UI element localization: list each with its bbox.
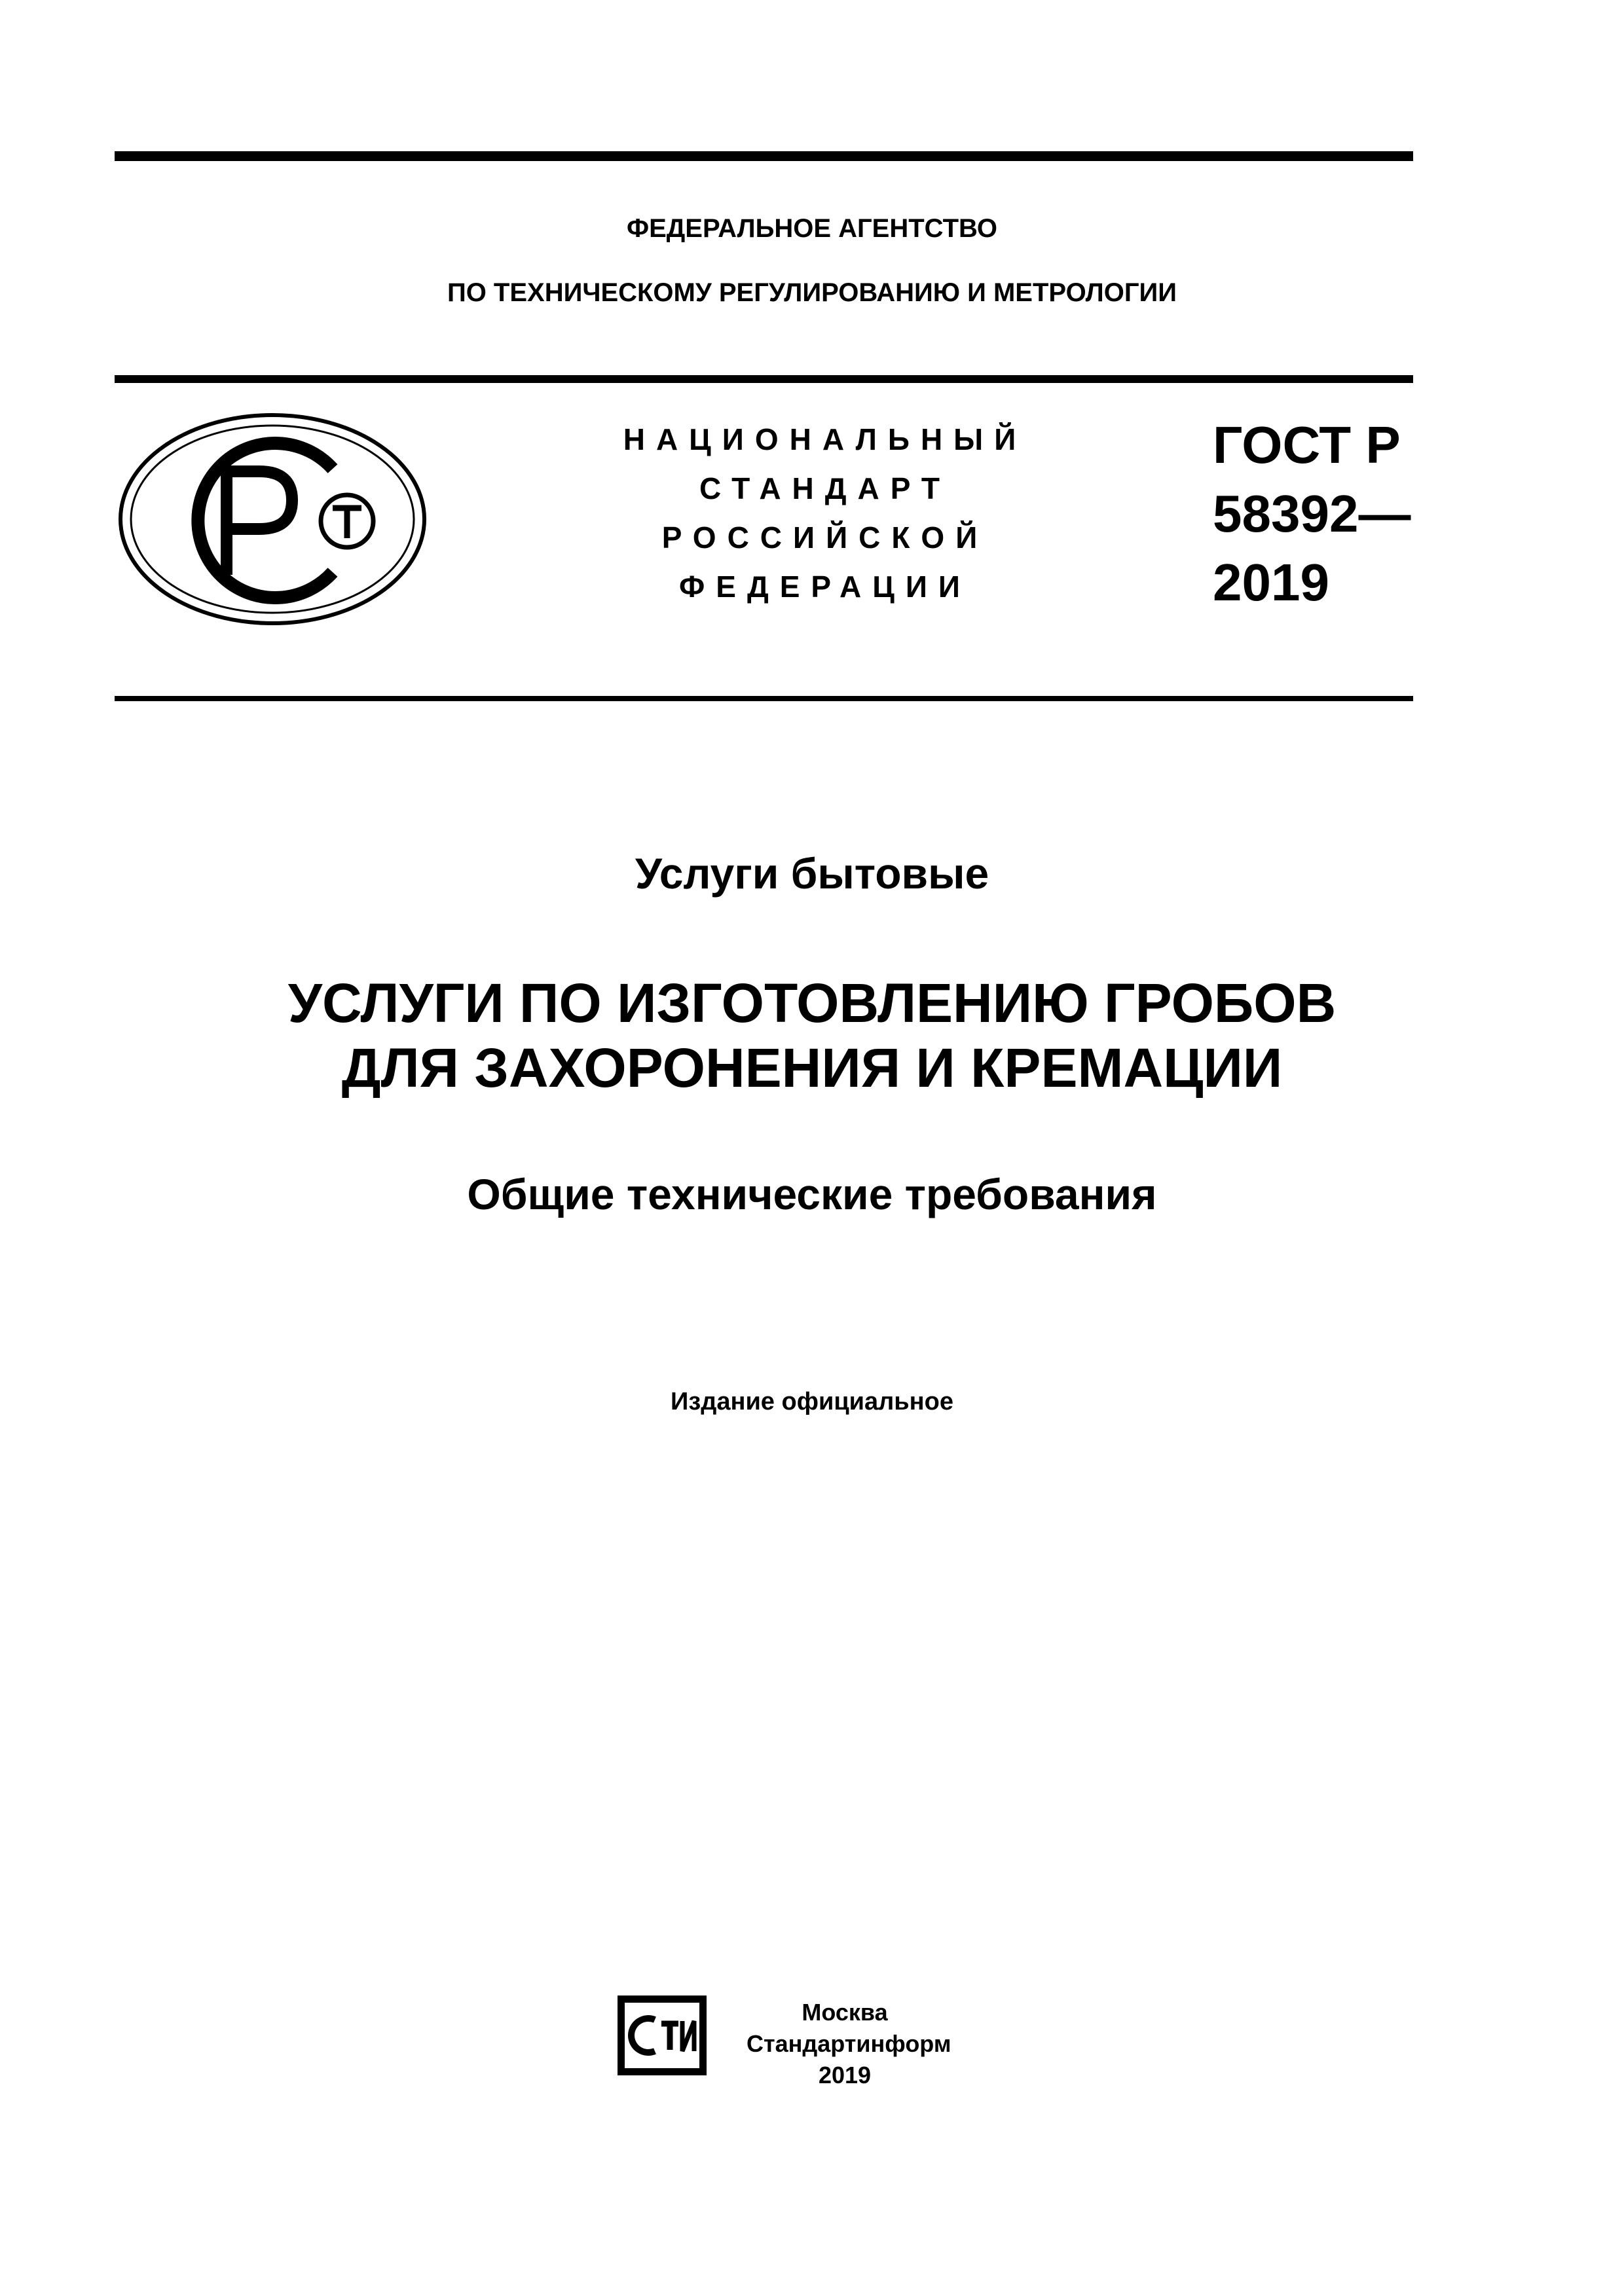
- standard-designation-line2: 58392—: [1213, 484, 1411, 543]
- publisher-city: Москва: [802, 1999, 888, 2026]
- document-title-line1: УСЛУГИ ПО ИЗГОТОВЛЕНИЮ ГРОБОВ: [287, 972, 1337, 1034]
- document-subtitle: Общие технические требования: [467, 1170, 1157, 1218]
- top-divider: [115, 151, 1413, 161]
- agency-name-line1: ФЕДЕРАЛЬНОЕ АГЕНТСТВО: [626, 214, 998, 243]
- agency-name-line2: ПО ТЕХНИЧЕСКОМУ РЕГУЛИРОВАНИЮ И МЕТРОЛОГИИ: [447, 278, 1177, 307]
- document-category: Услуги бытовые: [635, 849, 989, 898]
- bottom-divider: [115, 696, 1413, 701]
- standard-type-line2: СТАНДАРТ: [699, 471, 951, 505]
- edition-note: Издание официальное: [671, 1388, 953, 1415]
- middle-divider: [115, 375, 1413, 383]
- standard-type-line3: РОССИЙСКОЙ: [661, 520, 989, 555]
- standard-type-line4: ФЕДЕРАЦИИ: [679, 570, 971, 604]
- standard-type-line1: НАЦИОНАЛЬНЫЙ: [623, 422, 1027, 456]
- publication-year: 2019: [818, 2062, 872, 2088]
- standard-designation-line1: ГОСТ Р: [1213, 416, 1401, 474]
- publisher-name: Стандартинформ: [747, 2030, 951, 2057]
- gost-r-certification-mark-icon: [117, 411, 428, 627]
- document-title-line2: ДЛЯ ЗАХОРОНЕНИЯ И КРЕМАЦИИ: [341, 1037, 1283, 1099]
- standartinform-logo-icon: [616, 1994, 709, 2077]
- standard-designation-line3: 2019: [1213, 553, 1329, 611]
